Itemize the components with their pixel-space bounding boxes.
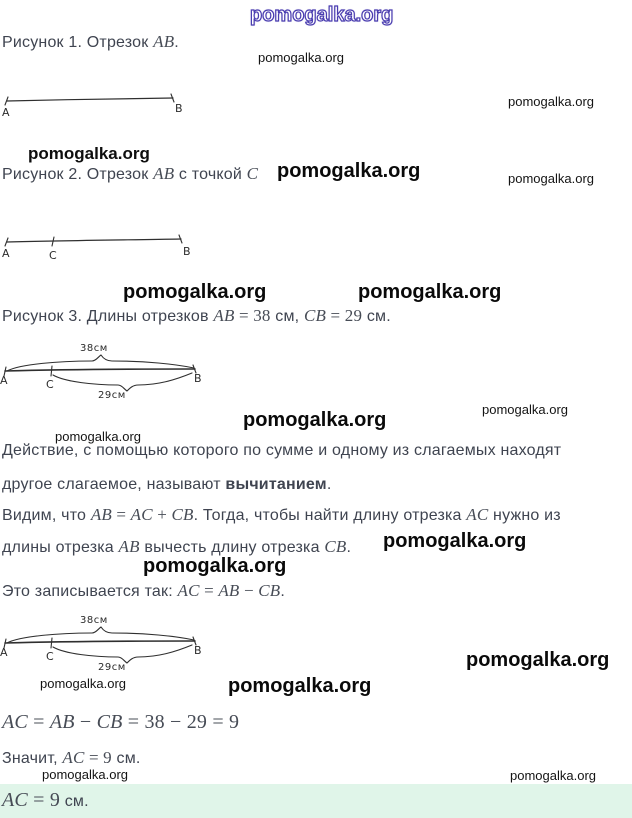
point-b-label: B	[194, 372, 202, 385]
watermark: pomogalka.org	[277, 160, 421, 182]
reasoning-line-1: Видим, что AB = AC + CB. Тогда, чтобы найти длину отрезка AC нужно из	[2, 505, 561, 524]
figure3-lengths-diagram	[0, 338, 205, 400]
watermark: pomogalka.org	[383, 530, 527, 552]
watermark: pomogalka.org	[482, 402, 568, 417]
figure2-caption: Рисунок 2. Отрезок AB с точкой C	[2, 164, 259, 183]
notation-line: Это записывается так: AC = AB − CB.	[2, 581, 285, 600]
watermark: pomogalka.org	[40, 676, 126, 691]
point-a-label: A	[2, 106, 10, 119]
point-a-label: A	[0, 374, 8, 387]
length-cb-label: 29см	[98, 390, 126, 400]
point-c-label: C	[46, 378, 54, 391]
point-b-label: B	[175, 102, 183, 115]
watermark: pomogalka.org	[42, 767, 128, 782]
length-ab-label: 38см	[80, 343, 108, 354]
watermark: pomogalka.org	[143, 555, 287, 577]
computation-equation: AC = AB − CB = 38 − 29 = 9	[2, 711, 240, 733]
watermark: pomogalka.org	[358, 281, 502, 303]
point-b-label: B	[183, 245, 191, 258]
length-cb-label: 29см	[98, 662, 126, 672]
watermark: pomogalka.org	[123, 281, 267, 303]
watermark: pomogalka.org	[508, 171, 594, 186]
figure1-caption: Рисунок 1. Отрезок AB.	[2, 32, 179, 51]
point-a-label: A	[0, 646, 8, 659]
conclusion-line: Значит, AC = 9 см.	[2, 748, 141, 767]
watermark: pomogalka.org	[243, 409, 387, 431]
point-a-label: A	[2, 247, 10, 260]
definition-line-2: другое слагаемое, называют вычитанием.	[2, 476, 332, 493]
figure4-lengths-diagram-repeat	[0, 610, 205, 672]
watermark: pomogalka.org	[55, 429, 141, 444]
length-ab-label: 38см	[80, 615, 108, 626]
point-c-label: C	[46, 650, 54, 663]
watermark: pomogalka.org	[466, 649, 610, 671]
watermark: pomogalka.org	[250, 4, 394, 26]
watermark: pomogalka.org	[228, 675, 372, 697]
point-c-label: C	[49, 249, 57, 262]
answer-text: AC = 9 см.	[2, 789, 89, 811]
watermark: pomogalka.org	[28, 144, 150, 163]
figure3-caption: Рисунок 3. Длины отрезков AB = 38 см, CB = 29 см.	[2, 306, 391, 325]
watermark: pomogalka.org	[510, 768, 596, 783]
watermark: pomogalka.org	[508, 94, 594, 109]
watermark: pomogalka.org	[258, 50, 344, 65]
figure1-segment-ab	[2, 86, 192, 122]
definition-line-1: Действие, с помощью которого по сумме и одному из слагаемых находят	[2, 442, 562, 459]
figure2-segment-abc	[2, 226, 197, 264]
point-b-label: B	[194, 644, 202, 657]
reasoning-line-2: длины отрезка AB вычесть длину отрезка CB.	[2, 537, 352, 556]
answer-highlight-box	[0, 784, 632, 818]
